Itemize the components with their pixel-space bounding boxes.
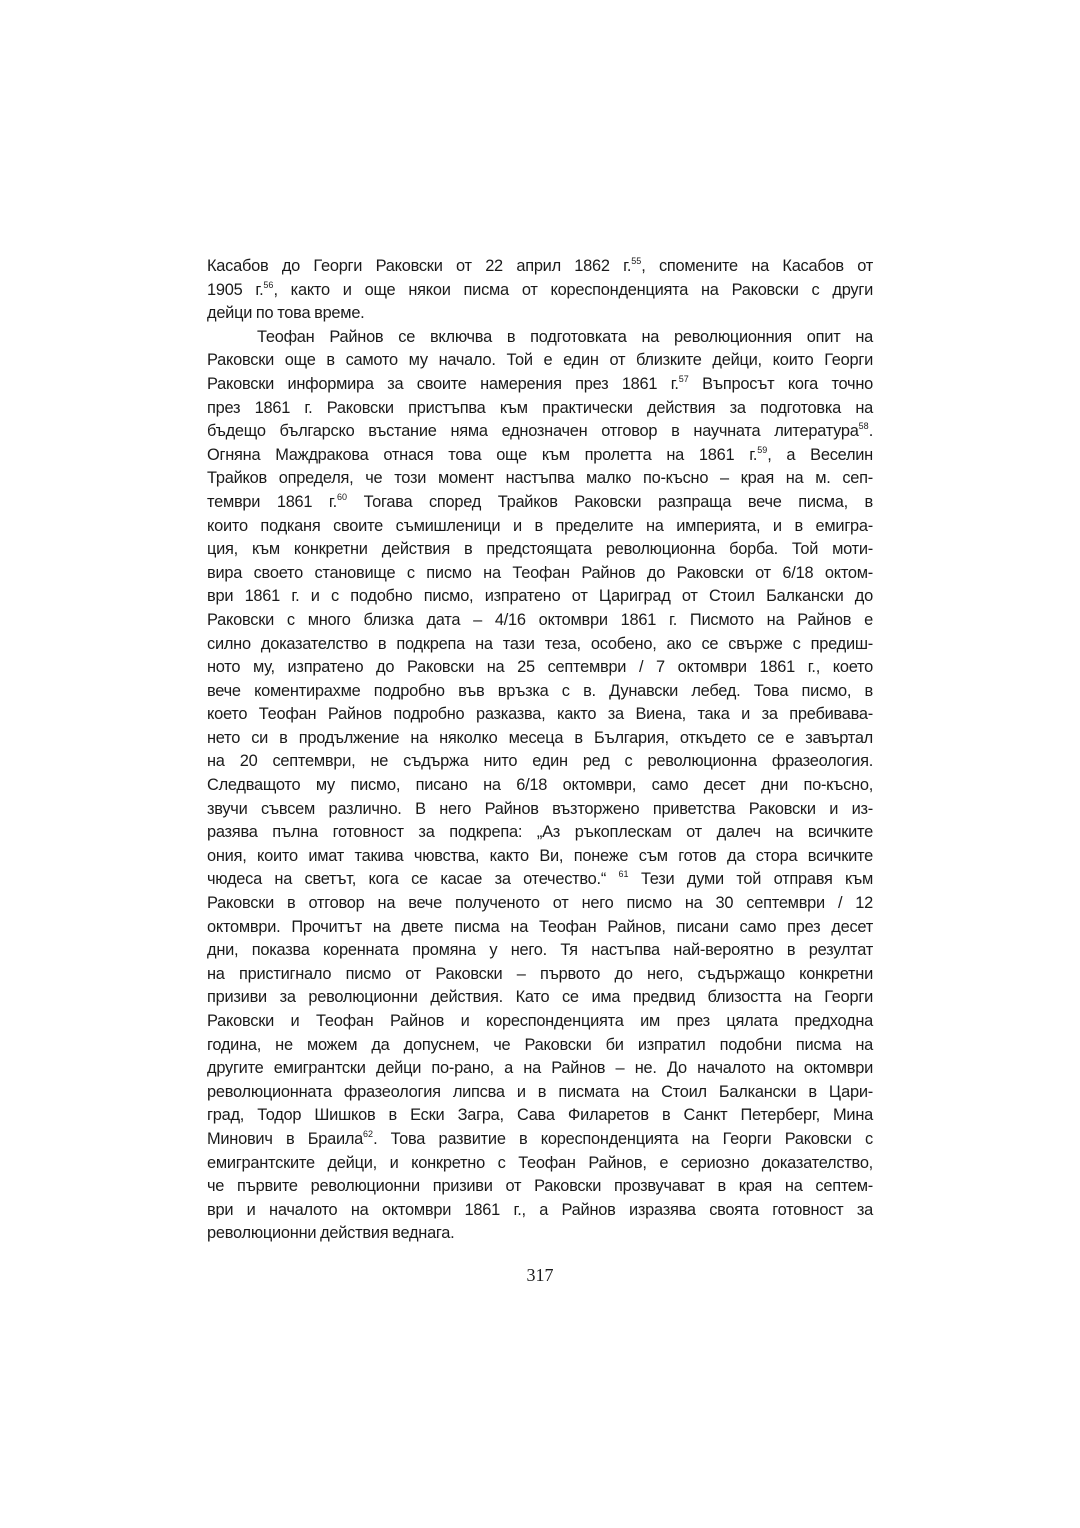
text-line — [207, 750, 873, 774]
text-run: 1905 г. — [207, 280, 264, 299]
text-line — [207, 1081, 873, 1105]
text-run: революционната фразеология липсва и в писмата на Стоил Балкански в Цари- — [207, 1082, 873, 1101]
text-run: . — [868, 422, 873, 441]
body-text — [207, 255, 873, 1246]
text-run: ври и началото на октомври 1861 г., а Райнов изразява своята готовност за — [207, 1200, 873, 1219]
text-line — [207, 892, 873, 916]
text-line — [207, 1010, 873, 1034]
text-line — [207, 774, 873, 798]
text-run: които подканя своите съмишленици и в пределите на империята, и в емигра- — [207, 516, 873, 535]
text-run: революционни действия веднага. — [207, 1224, 455, 1243]
footnote-reference: 57 — [678, 373, 689, 384]
text-line — [207, 986, 873, 1010]
footnote-reference: 60 — [336, 491, 347, 502]
text-run: ното му, изпратено до Раковски на 25 септември / 7 октомври 1861 г., което — [207, 658, 873, 677]
text-run: Раковски и Теофан Райнов и кореспонденцията им през цялата предходна — [207, 1012, 873, 1030]
page-number: 317 — [526, 1265, 554, 1285]
text-line — [207, 279, 873, 303]
text-line — [207, 1175, 873, 1199]
footnote-reference: 56 — [263, 279, 274, 290]
text-run: ония, които имат такива чювства, както Ви, понеже съм готов да стора всичките — [207, 846, 873, 865]
text-line — [207, 1104, 873, 1128]
text-line — [207, 538, 873, 562]
text-line — [207, 939, 873, 963]
text-run: дни, показва коренната промяна у него. Тя настъпва най-вероятно в резултат — [207, 941, 873, 960]
footnote-reference: 61 — [618, 869, 629, 880]
text-run: ция, към конкретни действия в предстоящата революционна борба. Той моти- — [207, 540, 873, 559]
text-line — [207, 491, 873, 515]
text-line — [207, 515, 873, 539]
text-run: Тези думи той отправя към — [628, 870, 873, 889]
text-run: Трайков определя, че този момент настъпва малко по-късно – края на м. сеп- — [207, 469, 873, 488]
text-line — [207, 467, 873, 491]
text-line — [207, 1222, 873, 1246]
text-run: ври 1861 г. и с подобно писмо, изпратено от Цариград от Стоил Балкански до — [207, 587, 873, 606]
text-run: звучи съвсем различно. В него Райнов възторжено приветства Раковски и из- — [207, 799, 873, 818]
text-line — [207, 609, 873, 633]
text-run: , а Веселин — [767, 445, 873, 464]
text-run: разява пълна готовност за подкрепа: „Аз ръкоплескам от далеч на всичките — [207, 823, 873, 842]
text-run: Въпросът кога точно — [688, 374, 873, 393]
footnote-reference: 58 — [858, 421, 869, 432]
text-run: вече коментирахме подробно във връзка с в. Дунавски лебед. Това писмо, в — [207, 681, 873, 700]
text-line — [207, 727, 873, 751]
text-run: Теофан Райнов се включва в подготовката на революционния опит на — [257, 327, 873, 346]
text-run: Раковски информира за своите намерения през 1861 г. — [207, 374, 679, 393]
text-line — [207, 680, 873, 704]
text-run: другите емигрантски дейци по-рано, а на Райнов – не. До началото на октомври — [207, 1059, 873, 1078]
text-run: чюдеса на светът, кога се касае за отечество.“ — [207, 870, 619, 889]
text-run: октомври. Прочитът на двете писма на Теофан Райнов, писани само през десет — [207, 917, 873, 936]
text-line — [207, 1057, 873, 1081]
footnote-reference: 59 — [757, 444, 768, 455]
text-line — [207, 868, 873, 892]
text-run: град, Тодор Шишков в Ески Загра, Сава Филаретов в Санкт Петерберг, Мина — [207, 1106, 873, 1125]
text-run: , спомените на Касабов от — [641, 257, 873, 275]
text-line — [207, 633, 873, 657]
text-run: Минович в Браила — [207, 1129, 364, 1148]
text-run: нето си в продължение на няколко месеца в България, откъдето се е завъртал — [207, 728, 873, 747]
text-run: вира своето становище с писмо на Теофан Райнов до Раковски от 6/18 октом- — [207, 563, 873, 582]
text-line — [207, 821, 873, 845]
text-line — [207, 562, 873, 586]
text-line — [207, 1199, 873, 1223]
text-line — [207, 302, 873, 326]
text-line — [207, 444, 873, 468]
text-run: на пристигнало писмо от Раковски – първото до него, съдържащо конкретни — [207, 964, 873, 983]
text-run: Следващото му писмо, писано на 6/18 октомври, само десет дни по-късно, — [207, 776, 873, 795]
text-run: емигрантските дейци, и конкретно с Теофан Райнов, е сериозно доказателство, — [207, 1153, 873, 1172]
text-line — [207, 420, 873, 444]
text-line — [207, 798, 873, 822]
text-line — [207, 916, 873, 940]
text-line — [207, 1152, 873, 1176]
text-run: Раковски с много близка дата – 4/16 октомври 1861 г. Писмото на Райнов е — [207, 610, 873, 629]
text-run: Огняна Маждракова отнася това още към пролетта на 1861 г. — [207, 445, 758, 464]
text-run: година, не можем да допуснем, че Раковски би изпратил подобни писма на — [207, 1035, 873, 1054]
text-run: бъдещо българско въстание няма еднозначен отговор в научната литература — [207, 422, 859, 441]
text-line — [207, 703, 873, 727]
text-line — [207, 656, 873, 680]
text-run: през 1861 г. Раковски пристъпва към практически действия за подготовка на — [207, 398, 873, 417]
text-line — [207, 397, 873, 421]
text-run: което Теофан Райнов подробно разказва, както за Виена, така и за пребивава- — [207, 705, 873, 724]
text-run: призиви за революционни действия. Като се има предвид близостта на Георги — [207, 988, 873, 1007]
text-run: Раковски в отговор на вече полученото от него писмо на 30 септември / 12 — [207, 894, 873, 913]
text-run: силно доказателство в подкрепа на тази теза, особено, ако се свърже с предиш- — [207, 634, 873, 653]
text-run: тември 1861 г. — [207, 492, 337, 511]
text-run: че първите революционни призиви от Раковски прозвучават в края на септем- — [207, 1177, 873, 1196]
text-line — [207, 585, 873, 609]
text-line — [207, 963, 873, 987]
text-run: на 20 септември, не съдържа нито един ред с революционна фразеология. — [207, 752, 873, 771]
text-line — [207, 845, 873, 869]
text-line — [207, 326, 873, 350]
text-line — [207, 349, 873, 373]
text-run: , както и още някои писма от кореспонденцията на Раковски с други — [273, 280, 873, 299]
text-run: Касабов до Георги Раковски от 22 април 1862 г. — [207, 257, 632, 275]
footnote-reference: 55 — [631, 256, 642, 266]
text-run: Раковски още в самото му начало. Той е един от близките дейци, които Георги — [207, 351, 873, 370]
text-line — [207, 255, 873, 279]
footnote-reference: 62 — [363, 1128, 374, 1139]
text-run: Тогава според Трайков Раковски разпраща вече писма, в — [346, 492, 873, 511]
text-run: дейци по това време. — [207, 304, 365, 323]
text-line — [207, 1034, 873, 1058]
text-run: . Това развитие в кореспонденцията на Георги Раковски с — [373, 1129, 873, 1148]
text-line — [207, 373, 873, 397]
text-line — [207, 1128, 873, 1152]
